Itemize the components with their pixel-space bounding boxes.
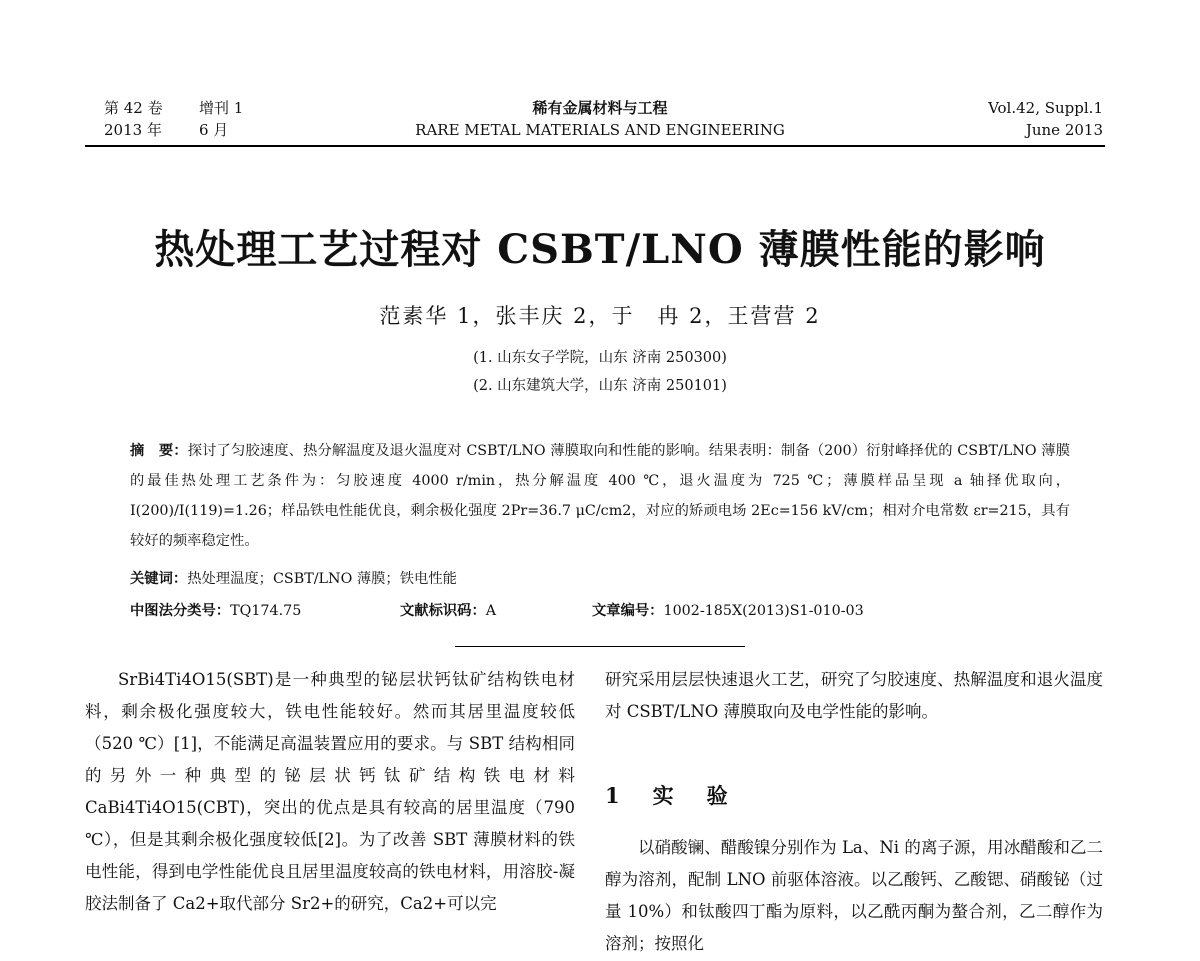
- year-cn: 2013 年: [104, 121, 162, 139]
- keywords-label: 关键词：: [130, 571, 188, 587]
- abstract-separator: [455, 646, 745, 647]
- journal-title-en: RARE METAL MATERIALS AND ENGINEERING: [415, 121, 785, 139]
- doc-label: 文献标识码：: [400, 603, 486, 619]
- month-cn: 6 月: [199, 121, 229, 139]
- abstract-label: 摘 要：: [130, 443, 188, 459]
- volume-en: Vol.42, Suppl.1: [988, 99, 1103, 117]
- supplement-cn: 增刊 1: [199, 99, 244, 117]
- article-value: 1002-185X(2013)S1-010-03: [663, 603, 864, 619]
- article-label: 文章编号：: [592, 603, 664, 619]
- volume-cn: 第 42 卷: [104, 99, 163, 117]
- paper-title: 热处理工艺过程对 CSBT/LNO 薄膜性能的影响: [154, 226, 1046, 273]
- clc-value: TQ174.75: [230, 603, 302, 619]
- abstract: [130, 436, 1070, 556]
- keywords-text: 热处理温度；CSBT/LNO 薄膜；铁电性能: [187, 571, 457, 587]
- body-right-paragraph-2: 以硝酸镧、醋酸镍分别作为 La、Ni 的离子源，用冰醋酸和乙二醇为溶剂，配制 LNO 前驱体溶液。以乙酸钙、乙酸锶、硝酸铋（过量 10%）和钛酸四丁酯为原料，以乙酰丙酮为螯合剂，乙二醇作为溶剂；按照化: [605, 838, 1103, 953]
- article-number: [592, 600, 864, 620]
- date-en: June 2013: [1025, 121, 1103, 139]
- doc-value: A: [485, 603, 497, 619]
- header-rule: [85, 145, 1105, 147]
- document-code: [400, 600, 496, 620]
- affiliation-2: (2. 山东建筑大学，山东 济南 250101): [473, 378, 727, 394]
- clc-number: [130, 600, 301, 620]
- section-heading: 1 实 验: [605, 783, 734, 808]
- keywords: [130, 568, 457, 588]
- body-right-paragraph-1: 研究采用层层快速退火工艺，研究了匀胶速度、热解温度和退火温度对 CSBT/LNO 薄膜取向及电学性能的影响。: [605, 670, 1103, 721]
- body-left-column: SrBi4Ti4O15(SBT)是一种典型的铋层状钙钛矿结构铁电材料，剩余极化强度较大，铁电性能较好。然而其居里温度较低（520 ℃）[1]，不能满足高温装置应用的要求。与 SBT 结构相同的另外一种典型的铋层状钙钛矿结构铁电材料 CaBi4Ti4O15(CBT)，突出的优点是具有较高的居里温度（790 ℃），但是其剩余极化强度较低[2]。为了改善 SBT 薄膜材料的铁电性能，得到电学性能优良且居里温度较高的铁电材料，用溶胶-凝胶法制备了 Ca2+取代部分 Sr2+的研究，Ca2+可以完: [85, 670, 575, 913]
- author-list: 范素华 1，张丰庆 2，于 冉 2，王营营 2: [379, 304, 821, 328]
- clc-label: 中图法分类号：: [130, 603, 231, 619]
- abstract-text: 探讨了匀胶速度、热分解温度及退火温度对 CSBT/LNO 薄膜取向和性能的影响。结果表明：制备（200）衍射峰择优的 CSBT/LNO 薄膜的最佳热处理工艺条件为：匀胶速度 4000 r/min，热分解温度 400 ℃，退火温度为 725 ℃；薄膜样品呈现 a 轴择优取向，I(200)/I(119)=1.26；样品铁电性能优良，剩余极化强度 2Pr=36.7 μC/cm2，对应的矫顽电场 2Ec=156 kV/cm；相对介电常数 εr=215，具有较好的频率稳定性。: [130, 443, 1070, 549]
- affiliation-1: (1. 山东女子学院，山东 济南 250300): [473, 350, 727, 366]
- journal-title-cn: 稀有金属材料与工程: [532, 99, 668, 117]
